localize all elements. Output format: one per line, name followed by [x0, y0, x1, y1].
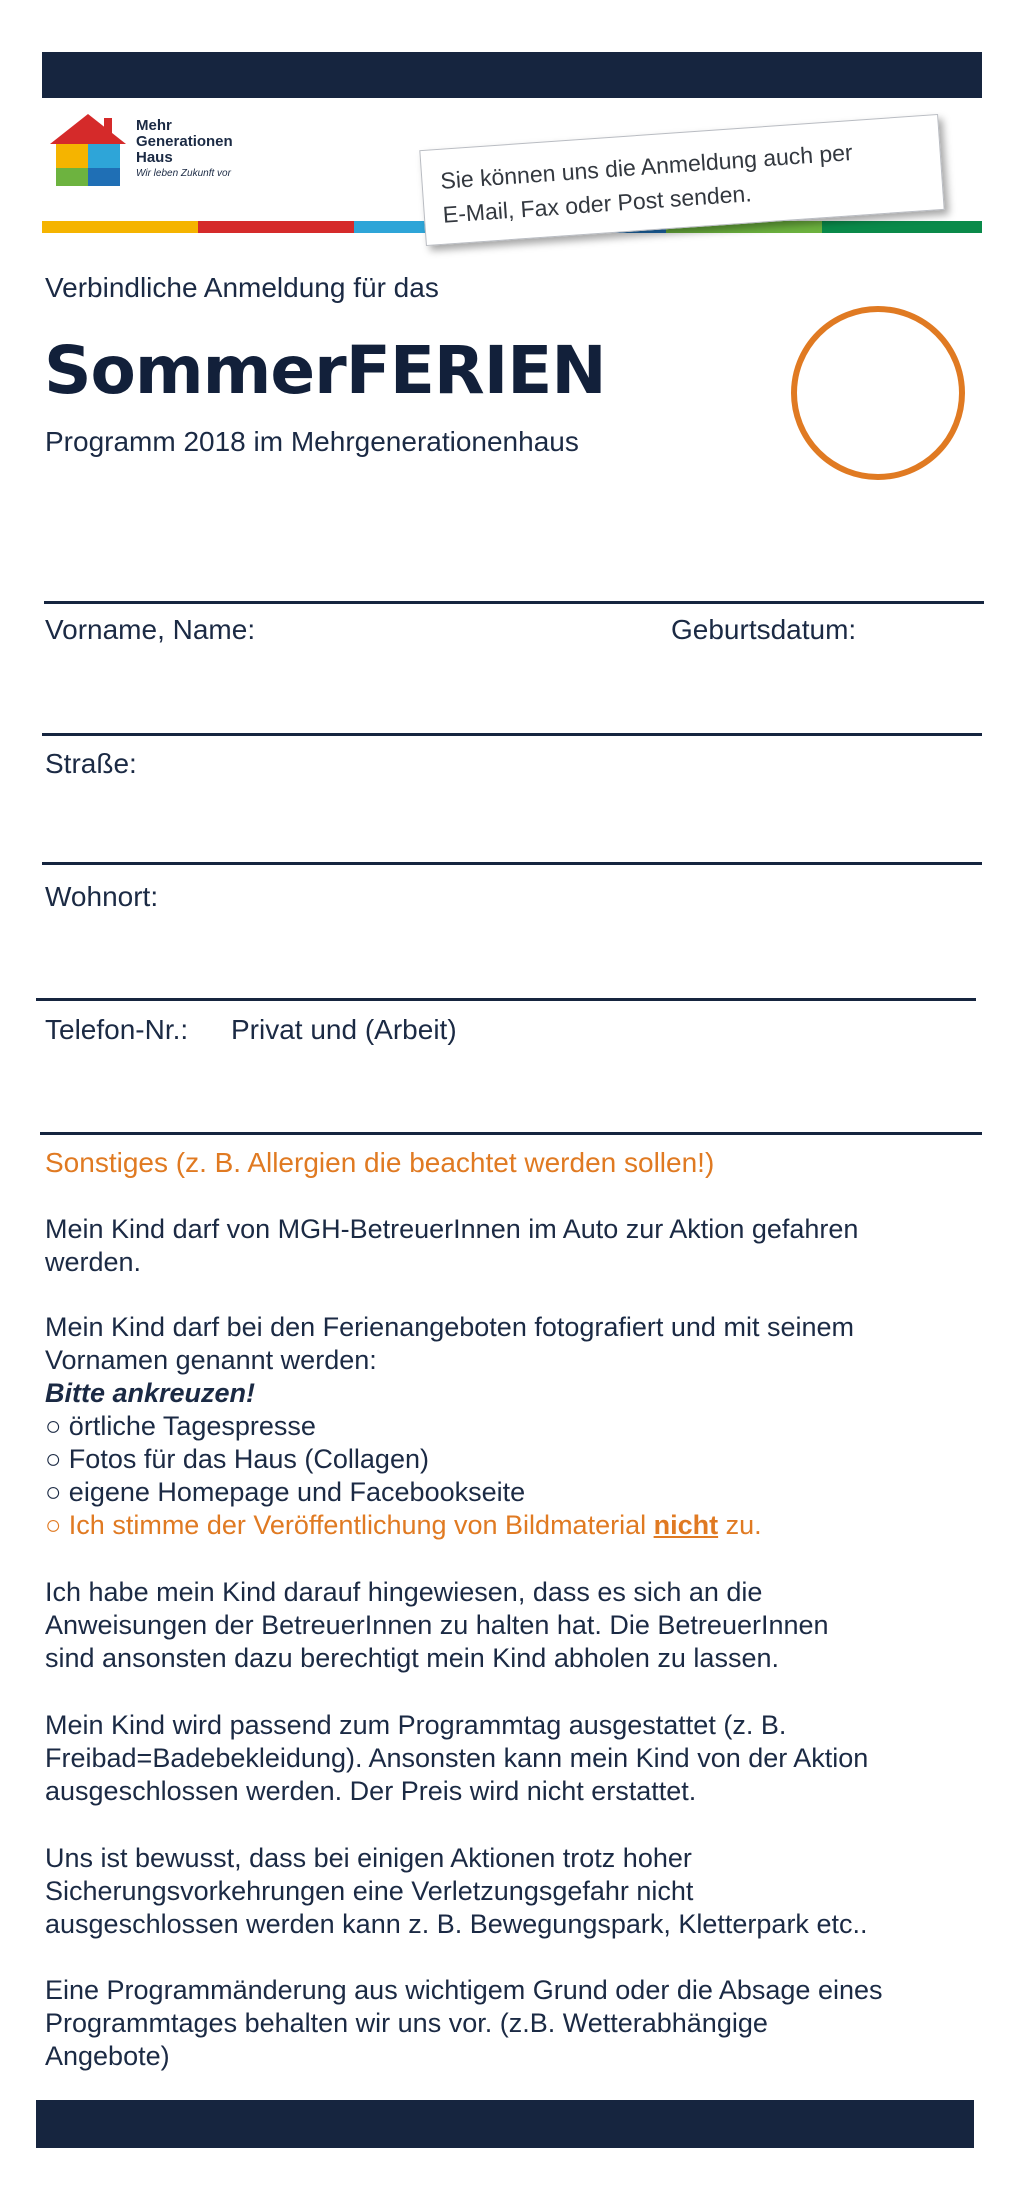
other-label: Sonstiges (z. B. Allergien die beachtet werden sollen!) [45, 1147, 715, 1178]
subtitle: Programm 2018 im Mehrgenerationenhaus [45, 426, 579, 457]
option-house-photos[interactable]: ○ Fotos für das Haus (Collagen) [45, 1444, 429, 1474]
car-consent [45, 1213, 995, 1279]
paragraph-line: ausgeschlossen werden. Der Preis wird nicht erstattet. [45, 1776, 697, 1806]
terms-paragraph-2 [45, 1709, 995, 1808]
city-field-line[interactable] [42, 862, 982, 865]
paragraph-line: sind ansonsten dazu berechtigt mein Kind abholen zu lassen. [45, 1643, 779, 1673]
paragraph-line: ausgeschlossen werden kann z. B. Bewegungspark, Kletterpark etc.. [45, 1909, 868, 1939]
checkbox-circle[interactable] [791, 306, 965, 480]
paragraph-line: Uns ist bewusst, dass bei einigen Aktionen trotz hoher [45, 1843, 692, 1873]
paragraph-line: Programmtages behalten wir uns vor. (z.B. Wetterabhängige [45, 2008, 768, 2038]
paragraph-line: Mein Kind wird passend zum Programmtag ausgestattet (z. B. [45, 1710, 787, 1740]
logo-text [136, 118, 233, 182]
paragraph-line: Ich habe mein Kind darauf hingewiesen, dass es sich an die [45, 1577, 763, 1607]
name-label: Vorname, Name: [45, 614, 256, 645]
option-homepage[interactable]: ○ eigene Homepage und Facebookseite [45, 1477, 526, 1507]
bottom-banner [36, 2100, 974, 2148]
city-label: Wohnort: [45, 881, 159, 912]
birthdate-label: Geburtsdatum: [671, 614, 857, 645]
phone-field-line[interactable] [36, 998, 976, 1001]
decline-text: zu. [725, 1510, 762, 1540]
decline-text: ○ Ich stimme der Veröffentlichung von Bildmaterial [45, 1510, 647, 1540]
phone-hint: Privat und (Arbeit) [231, 1014, 457, 1045]
street-field-line[interactable] [42, 733, 982, 736]
paragraph-line: Angebote) [45, 2041, 170, 2071]
top-banner [42, 52, 982, 98]
paragraph-line: Freibad=Badebekleidung). Ansonsten kann mein Kind von der Aktion [45, 1743, 869, 1773]
logo-line: Haus [136, 149, 173, 166]
color-stripe [42, 221, 198, 233]
option-decline[interactable] [45, 1509, 995, 1542]
page-title: SommerFERIEN [44, 332, 606, 409]
note-line: E-Mail, Fax oder Post senden. [441, 180, 753, 228]
other-field-line[interactable] [40, 1132, 982, 1135]
paragraph-line: Mein Kind darf bei den Ferienangeboten fotografiert und mit seinem [45, 1312, 854, 1342]
logo-line: Mehr [136, 117, 172, 134]
paragraph-line: Mein Kind darf von MGH-BetreuerInnen im Auto zur Aktion gefahren [45, 1214, 859, 1244]
logo-line: Generationen [136, 133, 233, 150]
photo-consent [45, 1311, 995, 1542]
paragraph-line: werden. [45, 1247, 142, 1277]
hint-text: Bitte ankreuzen! [45, 1378, 256, 1408]
paragraph-line: Sicherungsvorkehrungen eine Verletzungsgefahr nicht [45, 1876, 694, 1906]
paragraph-line: Vornamen genannt werden: [45, 1345, 377, 1375]
color-stripe [822, 221, 982, 233]
intro-text: Verbindliche Anmeldung für das [45, 272, 439, 303]
paragraph-line: Anweisungen der BetreuerInnen zu halten hat. Die BetreuerInnen [45, 1610, 829, 1640]
name-field-line[interactable] [44, 601, 984, 604]
color-stripe [198, 221, 354, 233]
paragraph-line: Eine Programmänderung aus wichtigem Grund oder die Absage eines [45, 1975, 883, 2005]
decline-emphasis: nicht [653, 1510, 719, 1540]
phone-label: Telefon-Nr.: [45, 1014, 189, 1045]
terms-paragraph-3 [45, 1842, 995, 1941]
logo-tagline: Wir leben Zukunft vor [136, 168, 231, 179]
street-label: Straße: [45, 748, 137, 779]
puzzle-house-icon [46, 110, 130, 190]
note-line: Sie können uns die Anmeldung auch per [439, 139, 854, 194]
option-local-press[interactable]: ○ örtliche Tagespresse [45, 1411, 316, 1441]
terms-paragraph-1 [45, 1576, 995, 1675]
terms-paragraph-4 [45, 1974, 995, 2073]
